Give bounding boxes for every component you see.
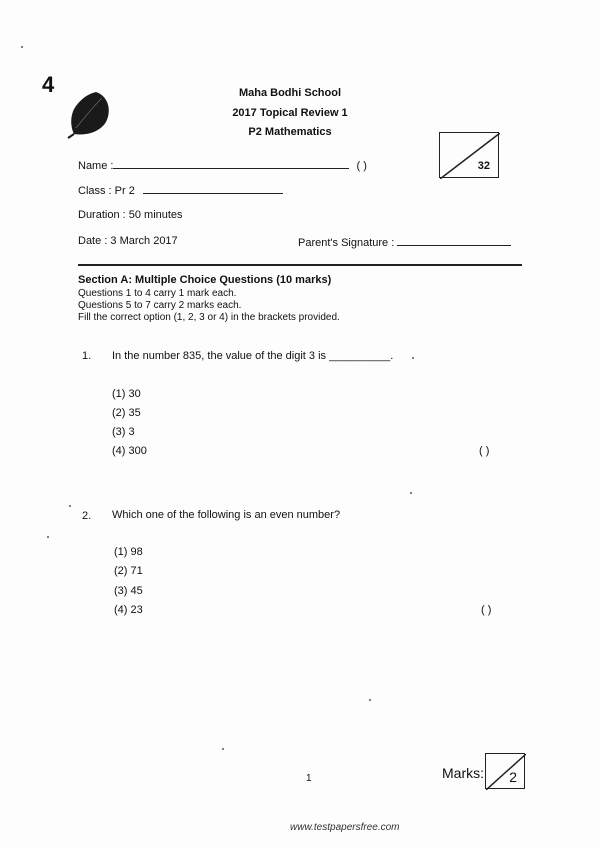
score-total: 32: [477, 160, 490, 172]
name-label: Name :: [78, 160, 114, 172]
scan-speck: [222, 748, 224, 750]
score-box: [439, 132, 499, 178]
option: (2) 35: [112, 407, 141, 419]
scan-speck: [410, 492, 412, 494]
question-text: Which one of the following is an even number?: [112, 509, 341, 521]
marks-label: Marks:: [442, 765, 484, 781]
scan-speck: [69, 505, 71, 507]
school-leaf-logo: [66, 88, 114, 140]
question-text: In the number 835, the value of the digit 3 is __________.: [112, 350, 394, 362]
name-field: [78, 157, 367, 172]
class-line[interactable]: [143, 183, 283, 194]
instruction-line: Fill the correct option (1, 2, 3 or 4) in the brackets provided.: [78, 312, 340, 323]
duration: Duration : 50 minutes: [78, 209, 183, 221]
school-name: Maha Bodhi School: [238, 87, 342, 99]
scan-speck: [47, 536, 49, 538]
option: (3) 3: [112, 426, 135, 438]
option: (4) 23: [114, 604, 143, 616]
option: (1) 30: [112, 388, 141, 400]
section-a-title: Section A: Multiple Choice Questions (10 marks): [78, 274, 332, 286]
section-divider: [78, 264, 522, 266]
subject-title: P2 Mathematics: [248, 126, 332, 138]
parent-signature-label: Parent's Signature :: [298, 237, 395, 249]
option: (1) 98: [114, 546, 143, 558]
parent-signature: [298, 235, 511, 249]
instruction-line: Questions 1 to 4 carry 1 mark each.: [78, 288, 237, 299]
review-title: 2017 Topical Review 1: [232, 107, 348, 119]
watermark-url: www.testpapersfree.com: [290, 822, 400, 833]
question-number: 1.: [82, 350, 92, 362]
scan-speck: [412, 357, 414, 359]
marks-total: 2: [509, 769, 517, 785]
page-number: 4: [42, 72, 55, 97]
class-label: Class : Pr 2: [78, 185, 135, 197]
name-line[interactable]: [113, 157, 349, 169]
answer-brackets[interactable]: ( ): [479, 445, 490, 457]
date: Date : 3 March 2017: [78, 235, 178, 247]
name-brackets: ( ): [356, 160, 367, 172]
class-field: [78, 183, 283, 197]
option: (3) 45: [114, 585, 143, 597]
option: (2) 71: [114, 565, 143, 577]
instruction-line: Questions 5 to 7 carry 2 marks each.: [78, 300, 242, 311]
answer-brackets[interactable]: ( ): [481, 604, 492, 616]
footer-page-number: 1: [306, 773, 312, 784]
marks-box: [485, 753, 525, 789]
scan-speck: [21, 46, 23, 48]
parent-signature-line[interactable]: [397, 235, 511, 246]
scan-speck: [369, 699, 371, 701]
option: (4) 300: [112, 445, 147, 457]
question-number: 2.: [82, 510, 92, 522]
